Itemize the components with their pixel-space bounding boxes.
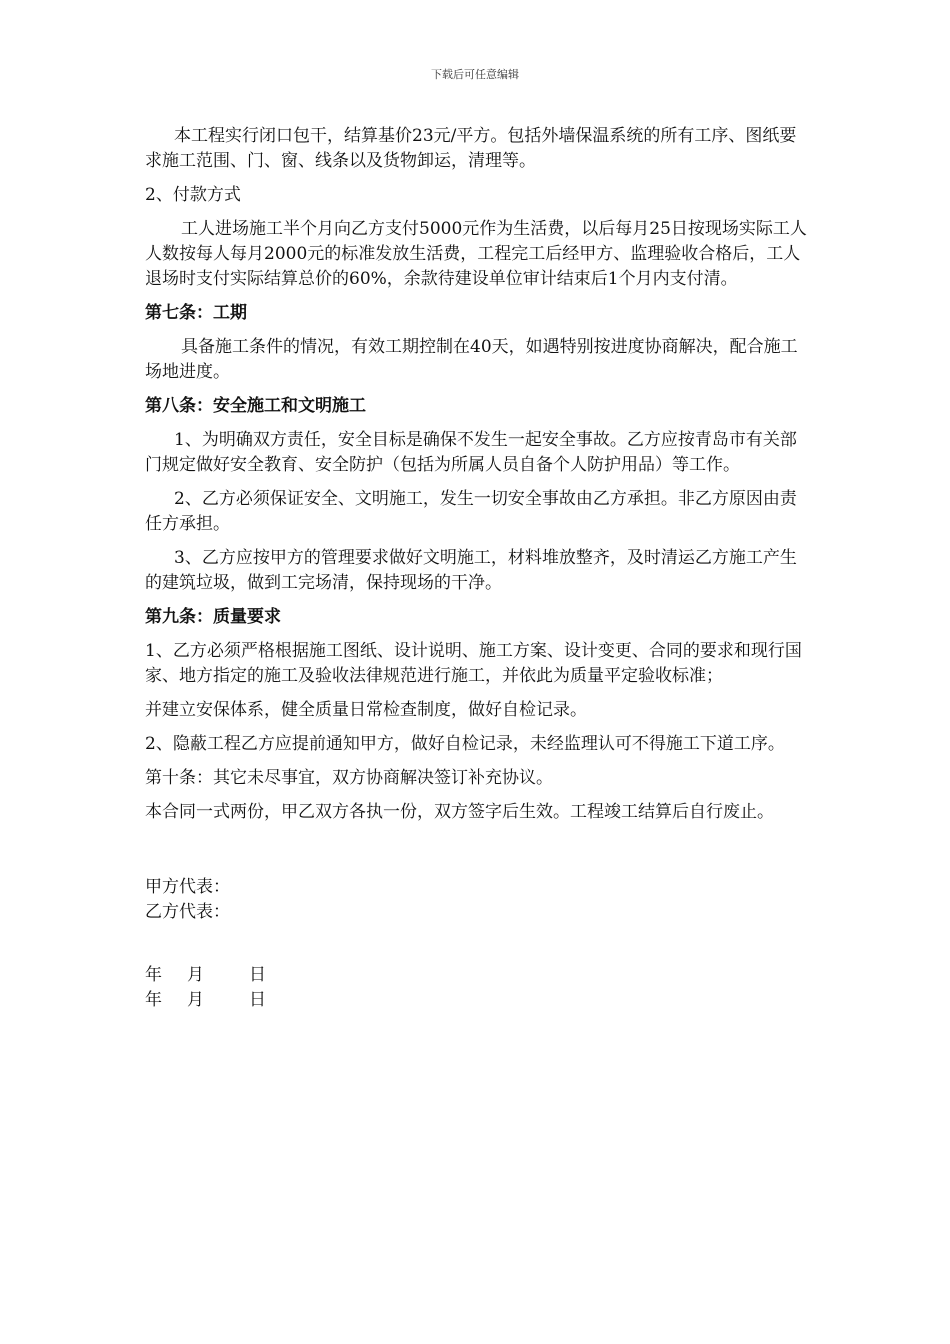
article-9-item-1: 1、乙方必须严格根据施工图纸、设计说明、施工方案、设计变更、合同的要求和现行国家、地方指定的施工及验收法律规范进行施工，并依此为质量平定验收标准；	[145, 641, 802, 686]
contract-price-paragraph: 本工程实行闭口包干，结算基价23元/平方。包括外墙保温系统的所有工序、图纸要求施工范围、门、窗、线条以及货物卸运，清理等。	[145, 126, 797, 171]
page-header: 下载后可任意编辑	[431, 68, 519, 81]
date-line-a	[145, 963, 810, 988]
year-label: 年	[145, 965, 162, 985]
date-line-b	[145, 988, 810, 1013]
article-7-title: 第七条：工期	[145, 303, 247, 323]
signature-block	[145, 875, 810, 1013]
document-body	[145, 124, 810, 1013]
closing-paragraph: 本合同一式两份，甲乙双方各执一份，双方签字后生效。工程竣工结算后自行废止。	[145, 802, 774, 822]
year-label: 年	[145, 990, 162, 1010]
article-8-item-1: 1、为明确双方责任，安全目标是确保不发生一起安全事故。乙方应按青岛市有关部门规定做好安全教育、安全防护（包括为所属人员自备个人防护用品）等工作。	[145, 430, 797, 475]
article-9-title: 第九条：质量要求	[145, 607, 281, 627]
payment-paragraph: 工人进场施工半个月向乙方支付5000元作为生活费，以后每月25日按现场实际工人人数按每人每月2000元的标准发放生活费，工程完工后经甲方、监理验收合格后，工人退场时支付实际结算总价的60%，余款待建设单位审计结束后1个月内支付清。	[145, 219, 807, 289]
article-9-item-1b: 并建立安保体系，健全质量日常检查制度，做好自检记录。	[145, 700, 587, 720]
month-label: 月	[187, 990, 204, 1010]
article-8-item-3: 3、乙方应按甲方的管理要求做好文明施工，材料堆放整齐，及时清运乙方施工产生的建筑垃圾，做到工完场清，保持现场的干净。	[145, 548, 797, 593]
article-10: 第十条：其它未尽事宜，双方协商解决签订补充协议。	[145, 768, 553, 788]
article-8-title: 第八条：安全施工和文明施工	[145, 396, 366, 416]
day-label: 日	[249, 965, 266, 985]
payment-heading: 2、付款方式	[145, 185, 241, 205]
party-a-representative: 甲方代表：	[145, 877, 230, 897]
party-b-representative: 乙方代表：	[145, 902, 230, 922]
day-label: 日	[249, 990, 266, 1010]
article-9-item-2: 2、隐蔽工程乙方应提前通知甲方，做好自检记录，未经监理认可不得施工下道工序。	[145, 734, 785, 754]
article-7-text: 具备施工条件的情况，有效工期控制在40天，如遇特别按进度协商解决，配合施工场地进度。	[145, 337, 798, 382]
month-label: 月	[187, 965, 204, 985]
article-8-item-2: 2、乙方必须保证安全、文明施工，发生一切安全事故由乙方承担。非乙方原因由责任方承担。	[145, 489, 797, 534]
